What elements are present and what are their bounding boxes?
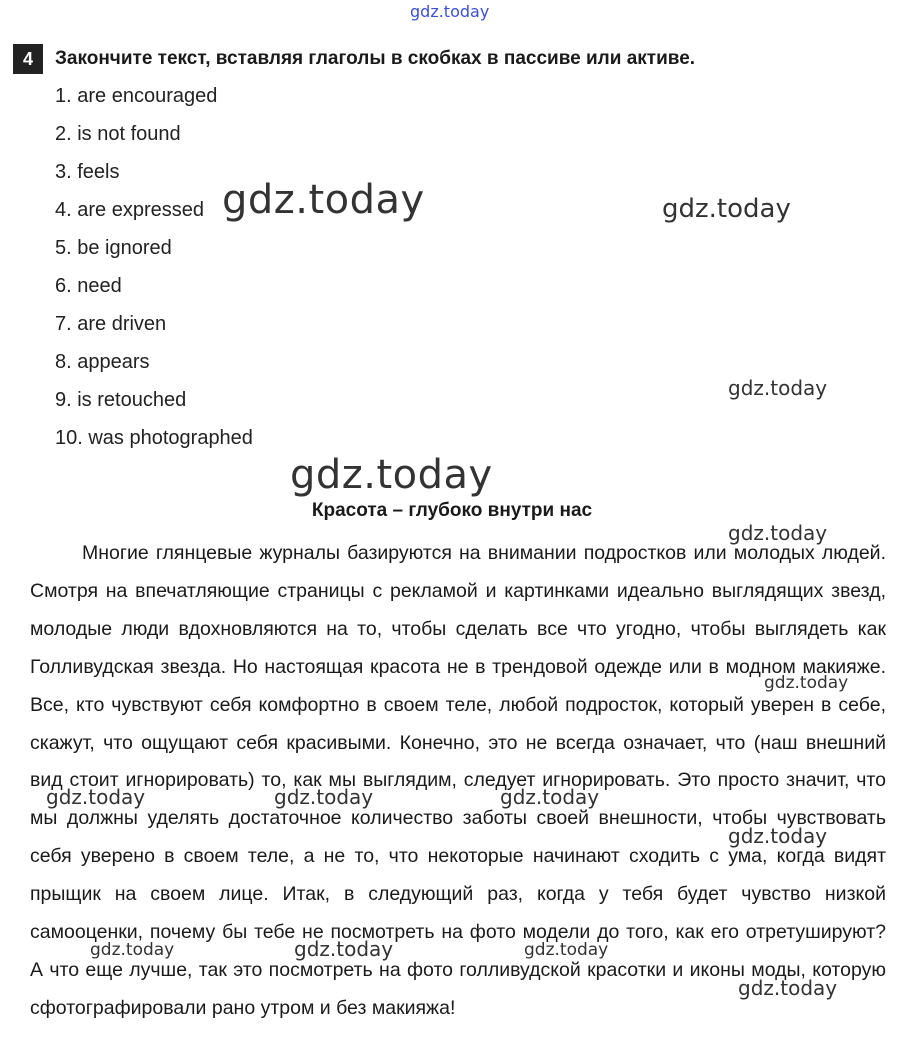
answer-item: 2. is not found (55, 123, 181, 145)
watermark: gdz.today (728, 376, 828, 400)
task-title: Закончите текст, вставляя глаголы в скобках в пассиве или активе. (55, 48, 696, 69)
watermark: gdz.today (290, 452, 493, 498)
watermark: gdz.today (764, 673, 849, 693)
watermark: gdz.today (90, 940, 175, 960)
answer-item: 5. be ignored (55, 237, 172, 259)
watermark: gdz.today (524, 940, 609, 960)
answer-item: 1. are encouraged (55, 85, 218, 107)
watermark: gdz.today (728, 521, 828, 545)
watermark: gdz.today (274, 785, 374, 809)
answer-item: 6. need (55, 275, 122, 297)
watermark: gdz.today (46, 785, 146, 809)
watermark: gdz.today (500, 785, 600, 809)
watermark-top: gdz.today (410, 2, 490, 21)
story-title: Красота – глубоко внутри нас (311, 500, 593, 521)
answer-item: 7. are driven (55, 313, 167, 335)
answer-item: 4. are expressed (55, 199, 204, 221)
task-header (13, 44, 695, 74)
story-body: Многие глянцевые журналы базируются на внимании подростков или молодых людей. Смотря на впечатляющие страницы с рекламой и картинками идеально выглядящих звезд, молодые люди вдохновляются на то, чтобы сделать все что угодно, чтобы выглядеть как Голливудская звезда. Но настоящая красота не в трендовой одежде или в модном макияже. Все, кто чувствуют себя комфортно в своем теле, любой подросток, который уверен в себе, скажут, что ощущают себя красивыми. Конечно, это не всегда означает, что (наш внешний вид стоит игнорировать) то, как мы выглядим, следует игнорировать. Это просто значит, что мы должны уделять достаточное количество заботы своей внешности, чтобы чувствовать себя уверено в своем теле, а не то, что некоторые начинают сходить с ума, когда видят прыщик на своем лице. Итак, в следующий раз, когда у тебя будет чувство низкой самооценки, почему бы тебе не посмотреть на фото модели до того, как его отретушируют? А что еще лучше, так это посмотреть на фото голливудской красотки и иконы моды, которую сфотографировали рано утром и без макияжа! (30, 542, 886, 1019)
answer-item: 8. appears (55, 351, 150, 373)
watermark: gdz.today (662, 194, 791, 224)
answer-item: 3. feels (55, 161, 120, 183)
watermark: gdz.today (222, 177, 425, 223)
watermark: gdz.today (728, 824, 828, 848)
watermark: gdz.today (294, 937, 394, 961)
watermark: gdz.today (738, 976, 838, 1000)
task-number-badge: 4 (13, 44, 43, 74)
answer-item: 9. is retouched (55, 389, 187, 411)
answer-item: 10. was photographed (55, 427, 253, 449)
answer-list (55, 80, 253, 460)
